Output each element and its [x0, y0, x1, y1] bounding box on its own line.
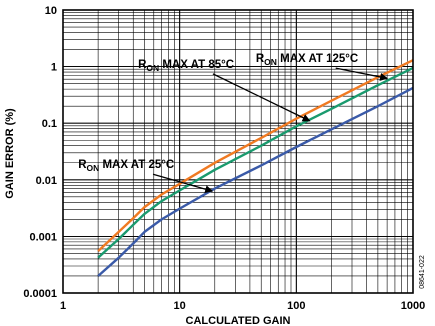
x-tick-label: 1000 — [400, 300, 426, 312]
y-tick-label: 0.001 — [29, 231, 57, 244]
y-tick-label: 1 — [50, 61, 57, 74]
series-label-0: $R_{ON}$ MAX AT 125°C — [255, 53, 359, 68]
series-annotations — [78, 53, 387, 191]
y-tick-label: 0.01 — [35, 174, 57, 187]
series-label-1: $R_{ON}$ MAX AT 85°C — [138, 58, 235, 73]
x-tick-label: 100 — [287, 300, 306, 312]
y-tick-label: 0.0001 — [23, 288, 57, 300]
y-tick-label: 0.1 — [41, 118, 57, 131]
figure-id: 08641-022 — [419, 255, 426, 289]
x-tick-label: 1 — [59, 300, 67, 312]
annotation-arrow-0 — [336, 68, 387, 78]
y-tick-label: 10 — [44, 5, 57, 17]
x-axis-title: CALCULATED GAIN — [185, 315, 291, 326]
y-axis-title: GAIN ERROR (%) — [4, 108, 16, 199]
series-label-2: $R_{ON}$ MAX AT 25°C — [78, 159, 175, 174]
x-tick-label: 10 — [173, 300, 186, 312]
series-line-2 — [98, 88, 413, 276]
